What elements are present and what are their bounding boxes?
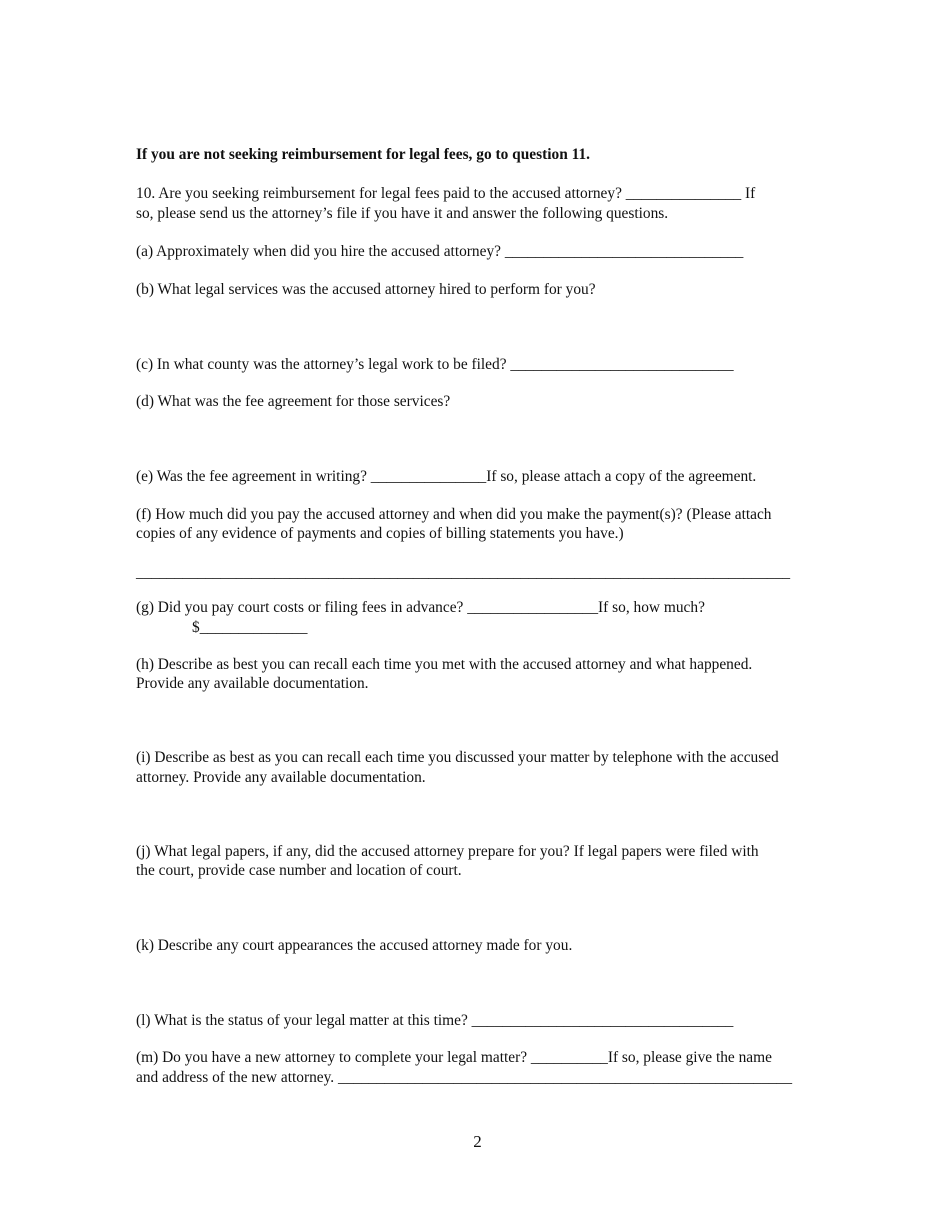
question-h-line-2: Provide any available documentation. (136, 675, 369, 692)
page-number: 2 (473, 1132, 482, 1151)
instruction-skip-to-11: If you are not seeking reimbursement for legal fees, go to question 11. (136, 146, 590, 163)
question-f-line-1: (f) How much did you pay the accused attorney and when did you make the payment(s)? (Please attach (136, 506, 772, 523)
question-d: (d) What was the fee agreement for those services? (136, 393, 451, 410)
question-c: (c) In what county was the attorney’s legal work to be filed? _____________________________ (136, 356, 734, 373)
question-m-line-2: and address of the new attorney. ___________________________________________________________ (136, 1069, 793, 1086)
question-j-line-2: the court, provide case number and location of court. (136, 862, 462, 879)
question-j-line-1: (j) What legal papers, if any, did the accused attorney prepare for you? If legal papers were filed with (136, 843, 759, 860)
question-e: (e) Was the fee agreement in writing? _______________If so, please attach a copy of the agreement. (136, 468, 757, 485)
question-i-line-1: (i) Describe as best as you can recall each time you discussed your matter by telephone with the accused (136, 749, 779, 766)
question-l: (l) What is the status of your legal matter at this time? __________________________________ (136, 1012, 734, 1029)
question-f-answer-line: _____________________________________________________________________________________ (136, 564, 791, 581)
question-a: (a) Approximately when did you hire the accused attorney? _______________________________ (136, 243, 744, 260)
question-10-line-2: so, please send us the attorney’s file if you have it and answer the following questions. (136, 205, 669, 222)
question-k: (k) Describe any court appearances the accused attorney made for you. (136, 937, 573, 954)
question-g-amount-field: $______________ (192, 619, 308, 636)
question-b: (b) What legal services was the accused attorney hired to perform for you? (136, 281, 596, 298)
question-10-line-1: 10. Are you seeking reimbursement for legal fees paid to the accused attorney? _______________ If (136, 185, 756, 202)
question-h-line-1: (h) Describe as best you can recall each time you met with the accused attorney and what happened. (136, 656, 753, 673)
question-f-line-2: copies of any evidence of payments and copies of billing statements you have.) (136, 525, 624, 542)
question-g-line-1: (g) Did you pay court costs or filing fees in advance? _________________If so, how much? (136, 599, 705, 616)
question-m-line-1: (m) Do you have a new attorney to complete your legal matter? __________If so, please give the name (136, 1049, 772, 1066)
question-i-line-2: attorney. Provide any available documentation. (136, 769, 426, 786)
